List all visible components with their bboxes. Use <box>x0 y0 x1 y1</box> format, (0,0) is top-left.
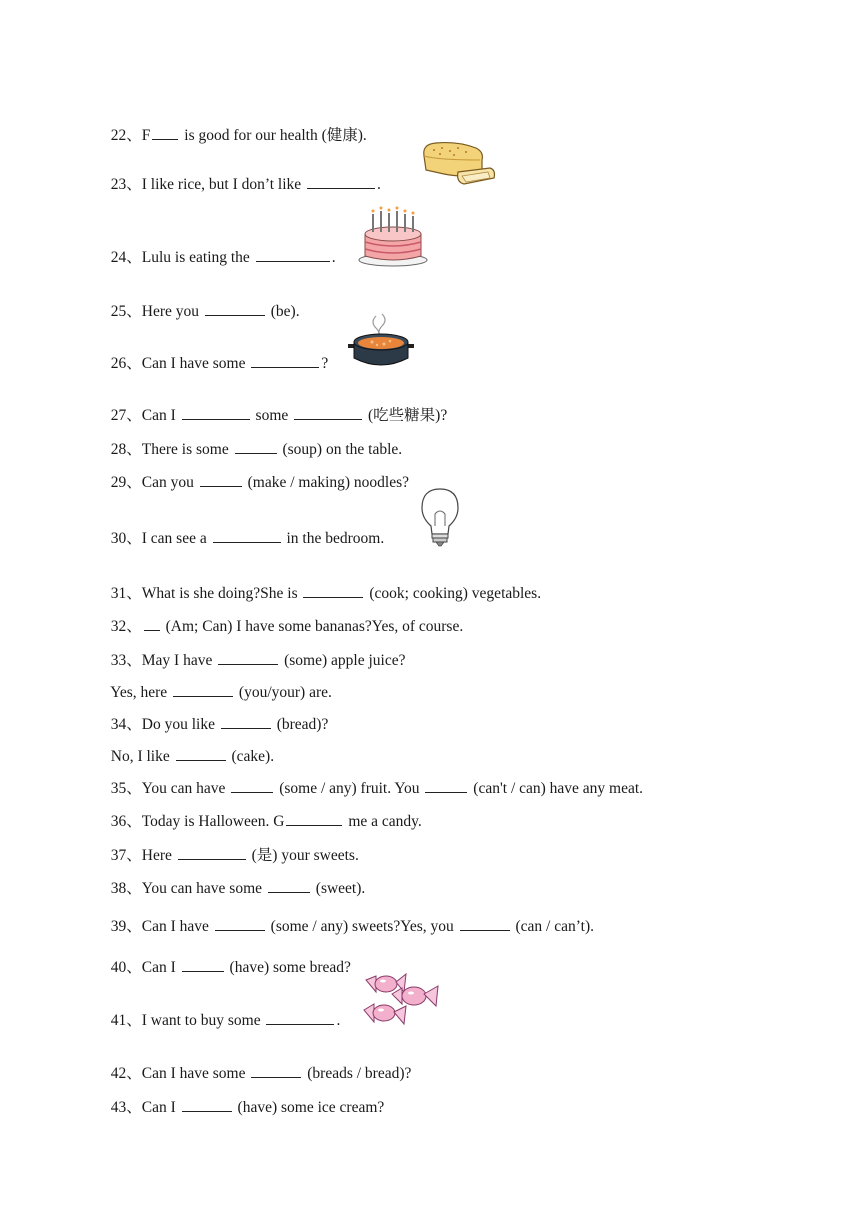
question-number: 22、 <box>110 127 142 144</box>
question-text: Can I <box>141 1099 180 1116</box>
question-number: 31、 <box>110 585 142 602</box>
answer-blank[interactable] <box>251 1063 301 1078</box>
question-number: 25、 <box>110 303 142 320</box>
question-text: (some) apple juice? <box>280 652 406 669</box>
question-text: ? <box>321 355 329 372</box>
question-text: (cook; cooking) vegetables. <box>365 585 542 602</box>
question-38 <box>103 860 365 898</box>
question-number: 28、 <box>110 441 142 458</box>
question-text: (have) some ice cream? <box>233 1099 385 1116</box>
answer-blank[interactable] <box>152 125 178 140</box>
question-number: 26、 <box>110 355 142 372</box>
question-text: F <box>141 127 151 144</box>
question-number: 36、 <box>110 813 142 830</box>
answer-blank[interactable] <box>178 845 246 860</box>
answer-blank[interactable] <box>215 916 265 931</box>
question-number: 38、 <box>110 880 142 897</box>
question-text: What is she doing?She is <box>141 585 302 602</box>
question-41 <box>103 992 340 1030</box>
answer-blank[interactable] <box>176 746 226 761</box>
question-text: Can I <box>141 959 180 976</box>
question-text: Do you like <box>141 716 219 733</box>
answer-blank[interactable] <box>303 583 363 598</box>
question-number: 41、 <box>110 1012 142 1029</box>
answer-blank[interactable] <box>200 472 242 487</box>
question-text: You can have <box>141 780 230 797</box>
question-23 <box>103 156 381 194</box>
question-number: 24、 <box>110 249 142 266</box>
answer-blank[interactable] <box>460 916 510 931</box>
question-text: . <box>336 1012 341 1029</box>
question-29 <box>103 454 409 492</box>
question-text: (bread)? <box>272 716 329 733</box>
question-text: Lulu is eating the <box>141 249 254 266</box>
question-32 <box>103 598 463 636</box>
answer-blank[interactable] <box>425 778 467 793</box>
question-number: 42、 <box>110 1065 142 1082</box>
answer-blank[interactable] <box>205 301 265 316</box>
answer-blank[interactable] <box>266 1010 334 1025</box>
question-number: 33、 <box>110 652 142 669</box>
question-26 <box>103 335 328 373</box>
question-text: There is some <box>141 441 233 458</box>
answer-blank[interactable] <box>173 682 233 697</box>
question-40 <box>103 939 351 977</box>
question-22 <box>103 107 367 145</box>
question-text: (can't / can) have any meat. <box>469 780 644 797</box>
question-text: (have) some bread? <box>225 959 351 976</box>
question-text: (can / can’t). <box>511 918 594 935</box>
birthday-cake-icon <box>355 204 431 268</box>
light-bulb-icon <box>414 486 466 550</box>
question-text: I like rice, but I don’t like <box>141 176 306 193</box>
answer-blank[interactable] <box>231 778 273 793</box>
question-text: No, I like <box>110 748 174 765</box>
answer-blank[interactable] <box>235 439 277 454</box>
question-text: Can I <box>141 407 180 424</box>
question-24 <box>103 229 336 267</box>
question-number: 43、 <box>110 1099 142 1116</box>
question-text: (soup) on the table. <box>278 441 403 458</box>
question-text: Can I have some <box>141 355 250 372</box>
question-text: some <box>251 407 293 424</box>
question-text: (Am; Can) I have some bananas?Yes, of course. <box>161 618 464 635</box>
question-25 <box>103 283 300 321</box>
question-text: (you/your) are. <box>235 684 332 701</box>
answer-blank[interactable] <box>213 528 281 543</box>
answer-blank[interactable] <box>182 1097 232 1112</box>
question-number: 40、 <box>110 959 142 976</box>
question-text: (be). <box>266 303 300 320</box>
question-39 <box>103 898 594 936</box>
question-number: 29、 <box>110 474 142 491</box>
answer-blank[interactable] <box>251 353 319 368</box>
answer-blank[interactable] <box>294 405 362 420</box>
question-text: I can see a <box>141 530 211 547</box>
answer-blank[interactable] <box>286 811 342 826</box>
question-text: (make / making) noodles? <box>243 474 410 491</box>
question-number: 30、 <box>110 530 142 547</box>
answer-blank[interactable] <box>221 714 271 729</box>
question-30 <box>103 510 384 548</box>
question-text: (some / any) sweets?Yes, you <box>266 918 458 935</box>
question-number: 27、 <box>110 407 142 424</box>
question-number: 35、 <box>110 780 142 797</box>
answer-blank[interactable] <box>218 650 278 665</box>
question-number: 34、 <box>110 716 142 733</box>
question-text: Here you <box>141 303 203 320</box>
bread-icon <box>418 138 498 190</box>
question-number: 37、 <box>110 847 142 864</box>
candy-icon <box>362 970 444 1028</box>
question-text: . <box>331 249 336 266</box>
question-text: (cake). <box>227 748 275 765</box>
answer-blank[interactable] <box>144 616 160 631</box>
question-43 <box>103 1079 384 1117</box>
question-text: Yes, here <box>110 684 172 701</box>
question-text: me a candy. <box>344 813 422 830</box>
question-text: Today is Halloween. G <box>141 813 285 830</box>
question-text: May I have <box>141 652 217 669</box>
question-number: 23、 <box>110 176 142 193</box>
question-text: . <box>377 176 381 193</box>
answer-blank[interactable] <box>268 878 310 893</box>
question-text: Here <box>141 847 176 864</box>
question-number: 39、 <box>110 918 142 935</box>
question-text: (sweet). <box>311 880 366 897</box>
question-text: (吃些糖果)? <box>364 407 448 424</box>
question-text: You can have some <box>141 880 266 897</box>
question-27 <box>103 387 447 425</box>
soup-pot-icon <box>344 312 418 372</box>
question-text: (是) your sweets. <box>247 847 359 864</box>
question-text: in the bedroom. <box>282 530 385 547</box>
question-text: Can I have <box>141 918 213 935</box>
question-text: Can you <box>141 474 198 491</box>
answer-blank[interactable] <box>256 247 330 262</box>
question-42 <box>103 1045 411 1083</box>
answer-blank[interactable] <box>182 957 224 972</box>
question-text: Can I have some <box>141 1065 250 1082</box>
answer-blank[interactable] <box>182 405 250 420</box>
question-text: (some / any) fruit. You <box>275 780 424 797</box>
question-36 <box>103 793 422 831</box>
answer-blank[interactable] <box>307 174 375 189</box>
question-text: is good for our health (健康). <box>180 127 367 144</box>
question-number: 32、 <box>110 618 142 635</box>
question-text: (breads / bread)? <box>303 1065 412 1082</box>
question-text: I want to buy some <box>141 1012 265 1029</box>
